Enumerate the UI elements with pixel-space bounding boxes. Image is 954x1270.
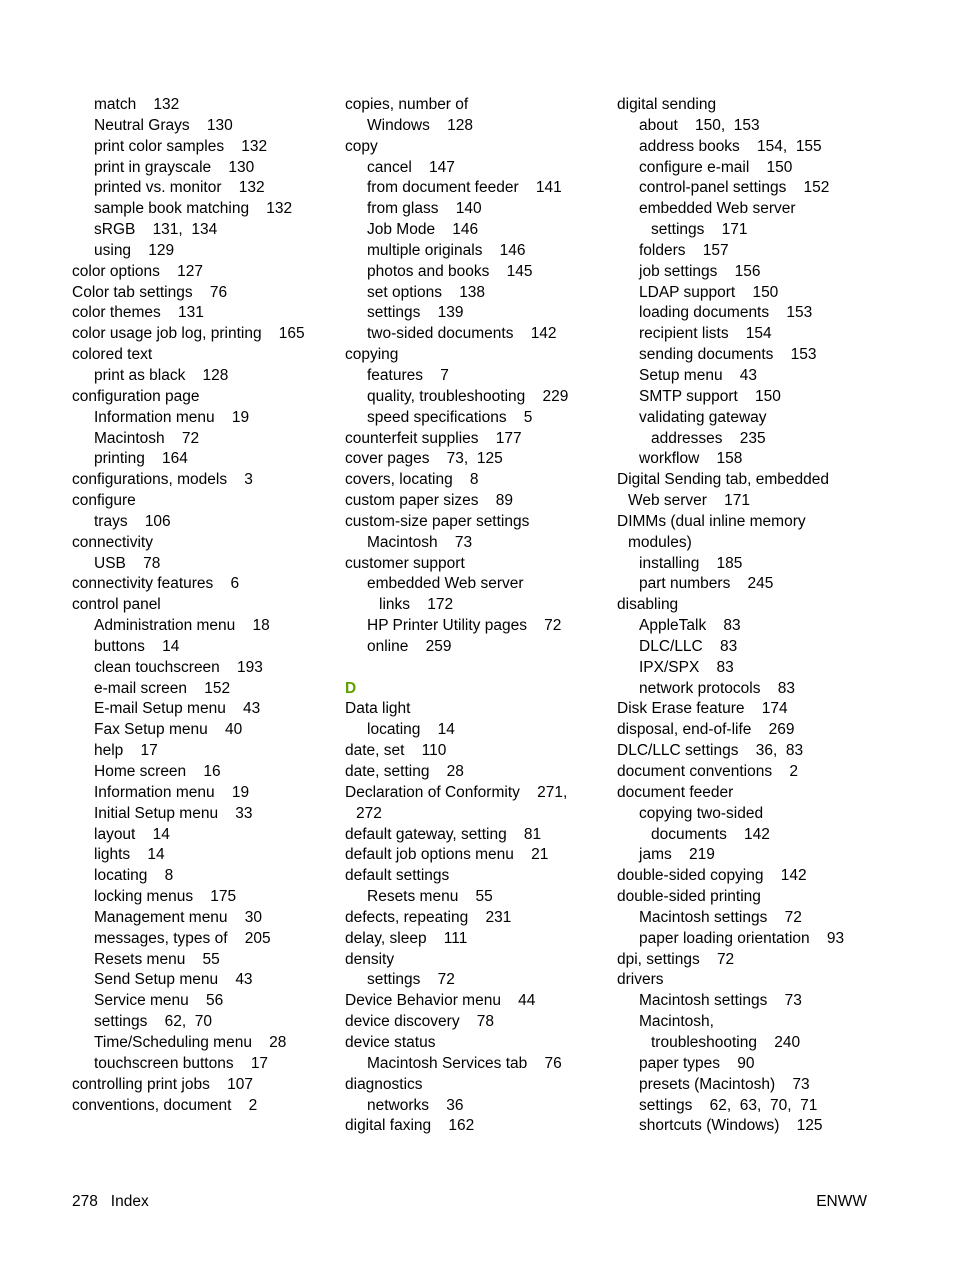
index-entry: dpi, settings 72 xyxy=(617,950,735,968)
index-subentry: buttons 14 xyxy=(94,637,180,655)
index-subentry: Macintosh settings 73 xyxy=(639,992,802,1010)
index-subentry: photos and books 145 xyxy=(367,262,533,280)
index-entry: drivers xyxy=(617,971,664,989)
footer-publisher-code: ENWW xyxy=(816,1193,867,1210)
index-entry: default gateway, setting 81 xyxy=(345,825,542,843)
index-subentry: sRGB 131, 134 xyxy=(94,221,218,239)
index-entry: disabling xyxy=(617,596,679,614)
index-subentry: locating 8 xyxy=(94,867,174,885)
index-entry: device discovery 78 xyxy=(345,1013,495,1031)
index-subentry: set options 138 xyxy=(367,283,486,301)
index-entry: document feeder xyxy=(617,783,734,801)
index-subentry: multiple originals 146 xyxy=(367,241,526,259)
index-subentry: Send Setup menu 43 xyxy=(94,971,253,989)
index-subentry: speed specifications 5 xyxy=(367,408,533,426)
index-subentry: Macintosh 72 xyxy=(94,429,200,447)
index-subentry: folders 157 xyxy=(639,241,729,259)
index-subentry: lights 14 xyxy=(94,846,165,864)
index-entry: default job options menu 21 xyxy=(345,846,549,864)
index-entry: controlling print jobs 107 xyxy=(72,1075,253,1093)
index-subentry: cancel 147 xyxy=(367,158,455,176)
index-entry: color themes 131 xyxy=(72,304,204,322)
index-entry: copy xyxy=(345,137,378,155)
index-entry: custom paper sizes 89 xyxy=(345,492,513,510)
index-letter-heading: D xyxy=(345,679,357,697)
index-subentry: job settings 156 xyxy=(639,262,761,280)
index-subentry: sending documents 153 xyxy=(639,346,817,364)
index-entry: custom-size paper settings xyxy=(345,512,530,530)
index-subentry: shortcuts (Windows) 125 xyxy=(639,1117,823,1135)
index-subentry: workflow 158 xyxy=(639,450,743,468)
index-subentry: USB 78 xyxy=(94,554,161,572)
index-entry: date, setting 28 xyxy=(345,763,464,780)
index-subentry: Fax Setup menu 40 xyxy=(94,721,243,739)
index-subentry: match 132 xyxy=(94,96,180,113)
index-subentry: Time/Scheduling menu 28 xyxy=(94,1033,287,1051)
index-subentry: print in grayscale 130 xyxy=(94,158,255,176)
index-subentry: embedded Web server xyxy=(367,575,524,593)
index-subentry: from document feeder 141 xyxy=(367,179,562,197)
index-subentry: settings 62, 63, 70, 71 xyxy=(639,1096,818,1114)
index-subentry: address books 154, 155 xyxy=(639,137,822,155)
index-subentry: E-mail Setup menu 43 xyxy=(94,700,261,718)
index-subentry: validating gateway xyxy=(639,408,767,426)
index-subentry: IPX/SPX 83 xyxy=(639,658,734,676)
index-entry: Color tab settings 76 xyxy=(72,283,228,301)
index-entry: delay, sleep 111 xyxy=(345,929,468,947)
index-subentry: paper loading orientation 93 xyxy=(639,929,845,947)
index-subentry: loading documents 153 xyxy=(639,304,813,322)
index-subentry: printing 164 xyxy=(94,450,188,468)
index-entry: Digital Sending tab, embedded xyxy=(617,471,829,489)
index-entry: date, set 110 xyxy=(345,742,447,760)
index-subentry: help 17 xyxy=(94,742,158,760)
index-entry: cover pages 73, 125 xyxy=(345,450,503,468)
index-subentry: HP Printer Utility pages 72 xyxy=(367,617,562,635)
index-entry: defects, repeating 231 xyxy=(345,908,512,926)
index-entry: color options 127 xyxy=(72,262,203,280)
index-subentry: settings 62, 70 xyxy=(94,1013,213,1031)
index-entry: Web server 171 xyxy=(628,492,751,510)
index-column-1 xyxy=(72,95,334,1116)
index-entry: copying xyxy=(345,346,399,364)
index-entry: disposal, end-of-life 269 xyxy=(617,721,795,739)
index-entry: digital faxing 162 xyxy=(345,1117,475,1135)
index-subentry: using 129 xyxy=(94,241,175,259)
index-entry: conventions, document 2 xyxy=(72,1096,258,1114)
index-subentry: settings 139 xyxy=(367,304,464,322)
index-subentry: DLC/LLC 83 xyxy=(639,637,738,655)
index-entry: Device Behavior menu 44 xyxy=(345,992,536,1010)
index-entry: Data light xyxy=(345,700,411,718)
index-subentry: embedded Web server xyxy=(639,200,796,218)
index-subentry: recipient lists 154 xyxy=(639,325,772,343)
index-subentry: configure e-mail 150 xyxy=(639,158,793,176)
index-subentry: Administration menu 18 xyxy=(94,617,270,635)
index-subentry: control-panel settings 152 xyxy=(639,179,830,197)
index-subentry: Neutral Grays 130 xyxy=(94,116,233,134)
index-entry: double-sided copying 142 xyxy=(617,867,807,885)
index-subentry: clean touchscreen 193 xyxy=(94,658,263,676)
footer-page-label: 278 Index xyxy=(72,1193,149,1210)
index-subentry: print color samples 132 xyxy=(94,137,268,155)
index-subentry: quality, troubleshooting 229 xyxy=(367,387,569,405)
index-subentry: Macintosh settings 72 xyxy=(639,908,802,926)
index-subentry: Information menu 19 xyxy=(94,408,250,426)
index-entry: control panel xyxy=(72,596,161,614)
index-entry: modules) xyxy=(628,533,692,551)
index-subentry: addresses 235 xyxy=(651,429,766,447)
index-subentry: LDAP support 150 xyxy=(639,283,779,301)
index-subentry: SMTP support 150 xyxy=(639,387,781,405)
index-subentry: Management menu 30 xyxy=(94,908,263,926)
index-entry: Disk Erase feature 174 xyxy=(617,700,788,718)
index-entry: DLC/LLC settings 36, 83 xyxy=(617,742,804,760)
index-subentry: features 7 xyxy=(367,366,449,384)
index-entry: digital sending xyxy=(617,96,717,113)
index-subentry: Macintosh, xyxy=(639,1013,714,1031)
index-subentry: networks 36 xyxy=(367,1096,464,1114)
index-subentry: Service menu 56 xyxy=(94,992,224,1010)
index-subentry: touchscreen buttons 17 xyxy=(94,1054,269,1072)
index-subentry: settings 171 xyxy=(651,221,748,239)
index-entry: customer support xyxy=(345,554,465,572)
index-entry: connectivity features 6 xyxy=(72,575,240,593)
index-entry: covers, locating 8 xyxy=(345,471,479,489)
index-subentry: printed vs. monitor 132 xyxy=(94,179,265,197)
index-subentry: Job Mode 146 xyxy=(367,221,479,239)
index-subentry: installing 185 xyxy=(639,554,743,572)
index-subentry: copying two-sided xyxy=(639,804,764,822)
index-entry: default settings xyxy=(345,867,450,885)
index-subentry: messages, types of 205 xyxy=(94,929,271,947)
index-subentry: layout 14 xyxy=(94,825,170,843)
index-subentry: links 172 xyxy=(379,596,454,614)
index-subentry: locking menus 175 xyxy=(94,888,237,906)
index-entry: configuration page xyxy=(72,387,200,405)
index-entry: device status xyxy=(345,1033,436,1051)
index-entry: density xyxy=(345,950,395,968)
index-entry: connectivity xyxy=(72,533,153,551)
index-entry: color usage job log, printing 165 xyxy=(72,325,305,343)
index-subentry: jams 219 xyxy=(639,846,715,864)
index-entry: diagnostics xyxy=(345,1075,423,1093)
index-entry: colored text xyxy=(72,346,153,364)
index-entry: configurations, models 3 xyxy=(72,471,253,489)
index-column-2 xyxy=(345,95,607,1137)
index-subentry: online 259 xyxy=(367,637,452,655)
index-entry: Declaration of Conformity 271, xyxy=(345,783,568,801)
index-entry: 272 xyxy=(356,804,382,822)
index-subentry: two-sided documents 142 xyxy=(367,325,557,343)
index-subentry: Resets menu 55 xyxy=(367,888,493,906)
index-subentry: documents 142 xyxy=(651,825,770,843)
index-subentry: sample book matching 132 xyxy=(94,200,293,218)
index-subentry: paper types 90 xyxy=(639,1054,755,1072)
index-subentry: e-mail screen 152 xyxy=(94,679,231,697)
index-subentry: about 150, 153 xyxy=(639,116,760,134)
index-subentry: Resets menu 55 xyxy=(94,950,220,968)
index-entry: copies, number of xyxy=(345,96,469,113)
index-subentry: network protocols 83 xyxy=(639,679,795,697)
index-entry: double-sided printing xyxy=(617,888,761,906)
index-subentry: from glass 140 xyxy=(367,200,482,218)
index-subentry: AppleTalk 83 xyxy=(639,617,741,635)
index-entry: counterfeit supplies 177 xyxy=(345,429,522,447)
index-subentry: Windows 128 xyxy=(367,116,473,134)
index-entry: configure xyxy=(72,492,136,510)
index-subentry: troubleshooting 240 xyxy=(651,1033,801,1051)
index-subentry: Macintosh Services tab 76 xyxy=(367,1054,562,1072)
index-entry: document conventions 2 xyxy=(617,763,798,780)
index-subentry: locating 14 xyxy=(367,721,455,739)
index-entry: DIMMs (dual inline memory xyxy=(617,512,806,530)
index-subentry: print as black 128 xyxy=(94,366,229,384)
index-subentry: Initial Setup menu 33 xyxy=(94,804,253,822)
index-column-3 xyxy=(617,95,879,1137)
index-subentry: Home screen 16 xyxy=(94,763,221,780)
index-subentry: Information menu 19 xyxy=(94,783,250,801)
index-subentry: part numbers 245 xyxy=(639,575,774,593)
index-subentry: Setup menu 43 xyxy=(639,366,758,384)
index-subentry: presets (Macintosh) 73 xyxy=(639,1075,810,1093)
index-subentry: settings 72 xyxy=(367,971,455,989)
index-subentry: Macintosh 73 xyxy=(367,533,473,551)
index-subentry: trays 106 xyxy=(94,512,171,530)
